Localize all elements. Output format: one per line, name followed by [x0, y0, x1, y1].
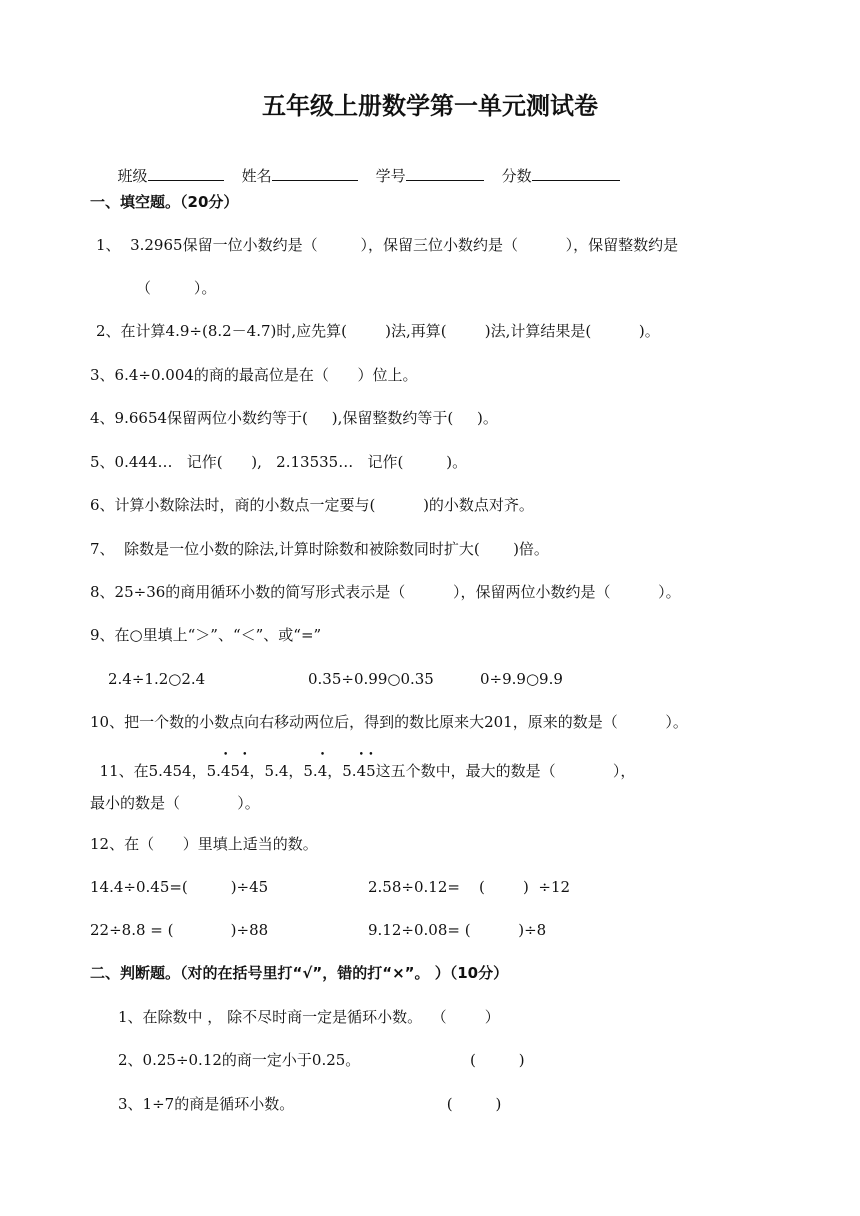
q12-item-3: 22÷8.8 = ( )÷88 [90, 921, 269, 939]
q12-item-4: 9.12÷0.08= ( )÷8 [368, 921, 547, 939]
q11-suffix: 这五个数中，最大的数是（ ）， [375, 762, 636, 780]
score-blank[interactable] [532, 166, 620, 181]
q11-mid2: ，5. [327, 762, 357, 780]
page-title: 五年级上册数学第一单元测试卷 [262, 92, 598, 120]
repeating-decimal-454: 4 •54 • [221, 762, 250, 780]
id-blank[interactable] [406, 166, 484, 181]
question-5: 5、0.444… 记作( ), 2.13535… 记作( )。 [90, 453, 468, 471]
section2-heading: 二、判断题。（对的在括号里打“√”，错的打“×”。 ）（10分） [90, 964, 509, 982]
q9-item-3: 0÷9.9○9.9 [480, 670, 563, 688]
name-blank[interactable] [272, 166, 358, 181]
question-11-cont: 最小的数是（ ）。 [90, 794, 260, 812]
question-1: 1、 3.2965保留一位小数约是（ ），保留三位小数约是（ ），保留整数约是 [96, 236, 679, 254]
question-4: 4、9.6654保留两位小数约等于( ),保留整数约等于( )。 [90, 409, 498, 427]
score-label: 分数 [501, 167, 532, 185]
question-9: 9、在○里填上“＞”、“＜”、或“=” [90, 626, 322, 644]
question-2: 2、在计算4.9÷(8.2－4.7)时,应先算( )法,再算( )法,计算结果是( )。 [96, 322, 660, 340]
judge-item-2: 2、0.25÷0.12的商一定小于0.25。 ( ) [118, 1051, 525, 1069]
class-label: 班级 [117, 167, 148, 185]
q11-prefix: 11、在5.454，5. [99, 762, 221, 780]
q9-item-2: 0.35÷0.99○0.35 [308, 670, 434, 688]
question-10: 10、把一个数的小数点向右移动两位后，得到的数比原来大201，原来的数是（ ）。 [90, 713, 688, 731]
question-11 [90, 741, 635, 781]
q12-item-1: 14.4÷0.45=( )÷45 [90, 878, 269, 896]
class-blank[interactable] [148, 166, 224, 181]
judge-item-3: 3、1÷7的商是循环小数。 ( ) [118, 1095, 502, 1113]
name-label: 姓名 [241, 167, 272, 185]
question-3: 3、6.4÷0.004的商的最高位是在（ ）位上。 [90, 366, 418, 384]
q11-mid1: ，5.4，5. [249, 762, 318, 780]
question-12: 12、在（ ）里填上适当的数。 [90, 835, 318, 853]
repeating-decimal-45: 4 •5 • [357, 762, 376, 780]
question-1-cont: （ ）。 [136, 279, 217, 297]
student-info-row [108, 146, 620, 186]
question-8: 8、25÷36的商用循环小数的简写形式表示是（ ），保留两位小数约是（ ）。 [90, 583, 681, 601]
section1-heading: 一、填空题。（20分） [90, 193, 239, 211]
repeating-decimal-4: 4 • [318, 762, 328, 780]
q12-item-2: 2.58÷0.12= ( ) ÷12 [368, 878, 571, 896]
question-6: 6、计算小数除法时，商的小数点一定要与( )的小数点对齐。 [90, 496, 534, 514]
question-7: 7、 除数是一位小数的除法,计算时除数和被除数同时扩大( )倍。 [90, 540, 549, 558]
id-label: 学号 [375, 167, 406, 185]
q9-item-1: 2.4÷1.2○2.4 [108, 670, 206, 688]
judge-item-1: 1、在除数中 ， 除不尽时商一定是循环小数。 （ ） [118, 1008, 500, 1026]
